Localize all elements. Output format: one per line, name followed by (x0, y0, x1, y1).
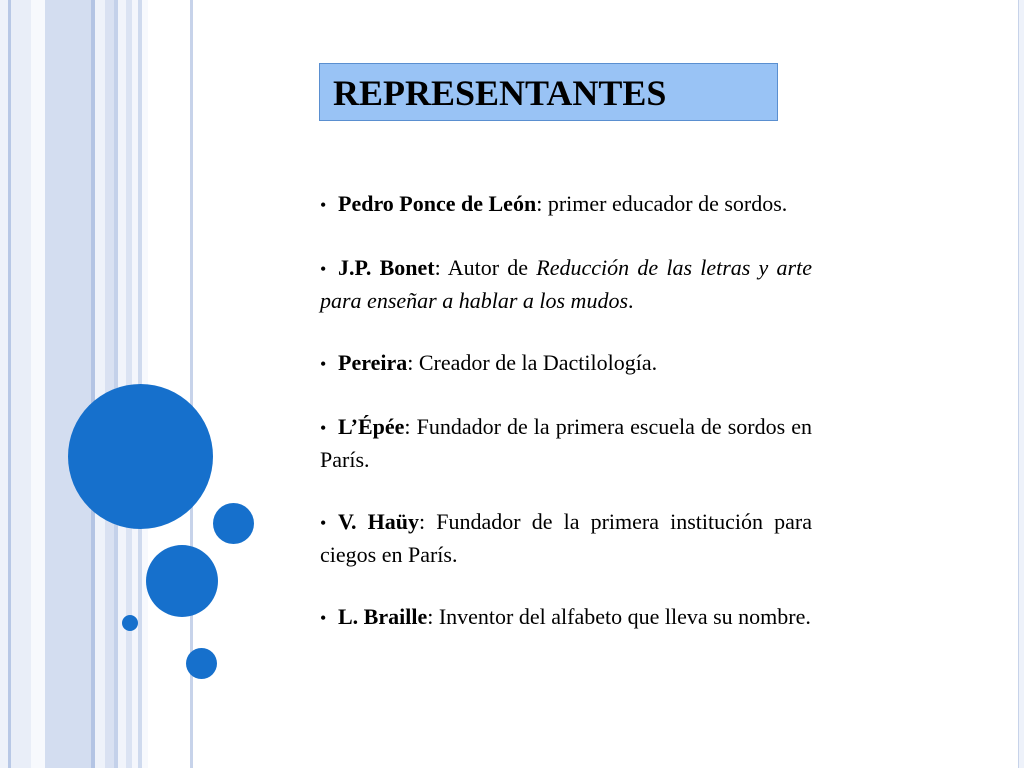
decorative-circle-small (213, 503, 254, 544)
decorative-stripe (45, 0, 91, 768)
list-item (320, 347, 812, 380)
item-separator: : (404, 414, 411, 439)
title-box (319, 63, 778, 121)
item-name: L’Épée (338, 414, 405, 439)
decorative-stripe (95, 0, 105, 768)
decorative-circle-medium (146, 545, 218, 617)
item-description: Fundador de la primera institución para ciegos en París. (320, 509, 812, 567)
list-item (320, 506, 812, 570)
item-separator: : (407, 350, 414, 375)
item-name: L. Braille (338, 604, 428, 629)
item-description: primer educador de sordos. (542, 191, 788, 216)
decorative-stripe (148, 0, 188, 768)
item-description-end: . (628, 288, 634, 313)
book-title: Reducción de las letras y arte para enseñar a hablar a los mudos (320, 255, 812, 313)
item-name: V. Haüy (338, 509, 420, 534)
bullet: • (320, 195, 327, 215)
decorative-circle-large (68, 384, 213, 529)
bullet: • (320, 608, 327, 628)
list-item (320, 411, 812, 475)
item-separator: : (427, 604, 434, 629)
list-item (320, 252, 812, 316)
bullet: • (320, 259, 327, 279)
slide-title: REPRESENTANTES (333, 73, 667, 113)
decorative-stripe (105, 0, 114, 768)
item-separator: : (434, 255, 441, 280)
bullet: • (320, 418, 327, 438)
item-name: Pereira (338, 350, 408, 375)
decorative-stripe (11, 0, 31, 768)
item-description: Fundador de la primera escuela de sordos en París. (320, 414, 812, 472)
item-description: Inventor del alfabeto que lleva su nombre. (433, 604, 811, 629)
decorative-circle-tiny (122, 615, 138, 631)
decorative-circle-small (186, 648, 217, 679)
item-separator: : (419, 509, 426, 534)
decorative-stripe (118, 0, 126, 768)
item-description: Autor de (440, 255, 537, 280)
bullet: • (320, 354, 327, 374)
list-item (320, 601, 812, 634)
right-edge-border (1018, 0, 1024, 768)
item-separator: : (536, 191, 543, 216)
decorative-stripe (0, 0, 8, 768)
item-description: Creador de la Dactilología. (413, 350, 658, 375)
bullet: • (320, 513, 327, 533)
item-name: Pedro Ponce de León (338, 191, 537, 216)
item-name: J.P. Bonet (338, 255, 435, 280)
representatives-list (320, 188, 812, 634)
list-item (320, 188, 812, 221)
decorative-stripe (31, 0, 45, 768)
